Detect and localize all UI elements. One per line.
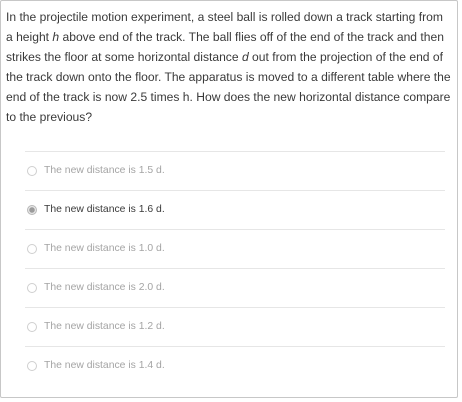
answer-option-1[interactable]: [25, 151, 445, 190]
question-text-part2: above end of the track. The ball flies off of the end of the track and then strikes the floor at some horizontal distance: [6, 30, 444, 64]
variable-d: d: [241, 50, 249, 64]
answer-option-4[interactable]: [25, 268, 445, 307]
radio-button[interactable]: [27, 361, 37, 371]
answer-label: The new distance is 1.5 d.: [44, 165, 165, 176]
answer-option-3[interactable]: [25, 229, 445, 268]
answer-list: [25, 151, 445, 385]
radio-button[interactable]: [27, 322, 37, 332]
radio-button[interactable]: [27, 283, 37, 293]
question-text-part3: out from the projection of the end of the track down onto the floor. The apparatus is moved to a different table where the end of the track is now 2.5 times h. How does the new horizontal distance compare to the previous?: [6, 50, 451, 124]
radio-button[interactable]: [27, 166, 37, 176]
answer-label: The new distance is 1.0 d.: [44, 243, 165, 254]
answer-option-5[interactable]: [25, 307, 445, 346]
radio-button[interactable]: [27, 244, 37, 254]
radio-button[interactable]: [27, 205, 37, 215]
answer-label: The new distance is 1.2 d.: [44, 321, 165, 332]
variable-h: h: [52, 30, 60, 44]
answer-label: The new distance is 1.4 d.: [44, 360, 165, 371]
answer-option-2[interactable]: [25, 190, 445, 229]
question-text-part1: In the projectile motion experiment, a steel ball is rolled down a track starting from a height: [6, 10, 443, 44]
answer-label: The new distance is 2.0 d.: [44, 282, 165, 293]
question-text: [6, 7, 451, 127]
answer-label: The new distance is 1.6 d.: [44, 204, 165, 215]
answer-option-6[interactable]: [25, 346, 445, 385]
